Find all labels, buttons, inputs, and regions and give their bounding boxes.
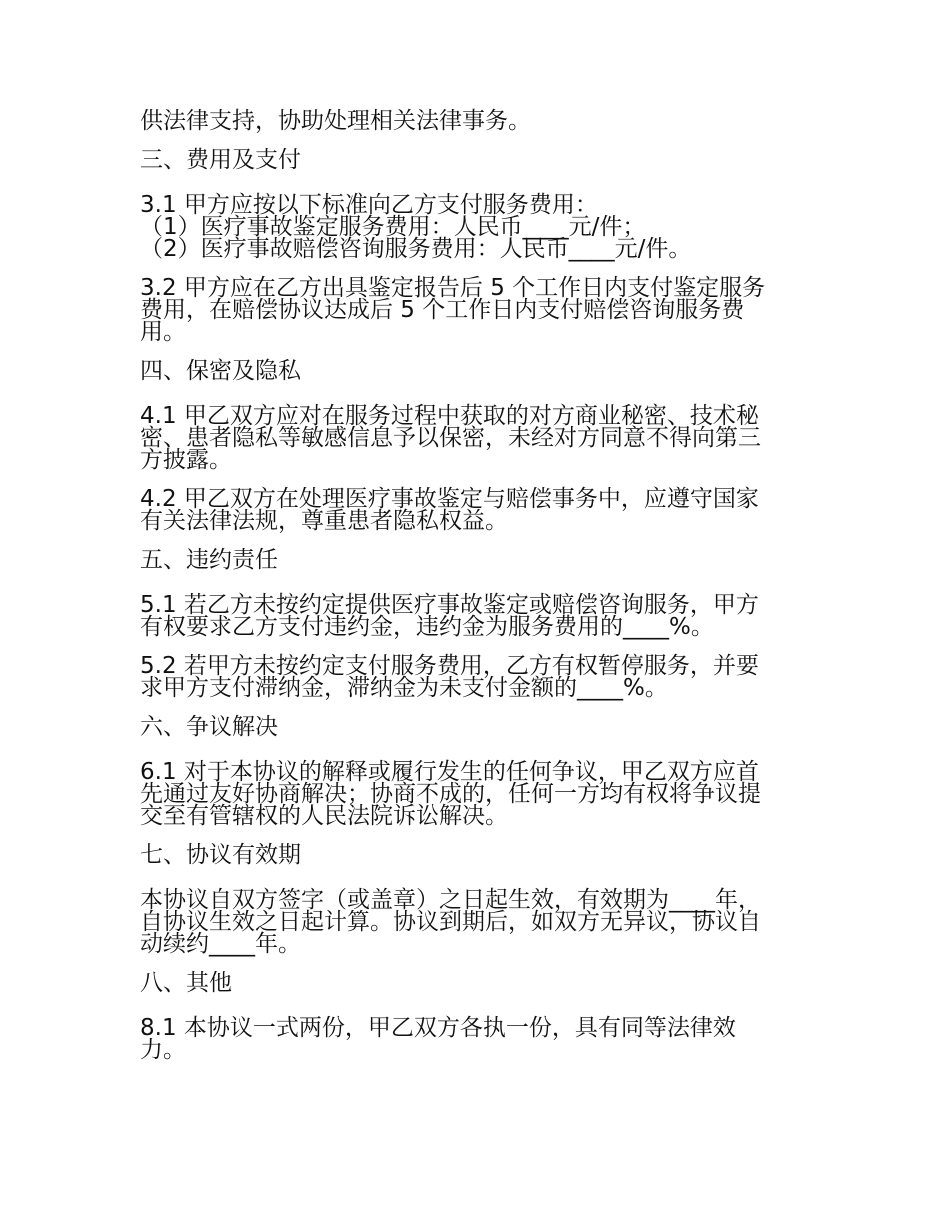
text-line: 4.2 甲乙双方在处理医疗事故鉴定与赔偿事务中，应遵守国家: [140, 486, 759, 512]
section-heading-liability: 五、违约责任: [140, 547, 278, 573]
text-line: 5.1 若乙方未按约定提供医疗事故鉴定或赔偿咨询服务，甲方: [140, 592, 759, 618]
document-body: [140, 104, 812, 1072]
section-heading-other: 八、其他: [140, 970, 232, 996]
text-line: 费用，在赔偿协议达成后 5 个工作日内支付赔偿咨询服务费: [140, 297, 745, 323]
paragraph-6-1: [140, 755, 812, 827]
paragraph-3-1: [140, 188, 812, 260]
section-heading-confidentiality: 四、保密及隐私: [140, 358, 301, 384]
text-line: 供法律支持，协助处理相关法律事务。: [140, 108, 531, 134]
text-line: 3.2 甲方应在乙方出具鉴定报告后 5 个工作日内支付鉴定服务: [140, 275, 766, 301]
text-line: 动续约____年。: [140, 931, 301, 957]
paragraph-validity: [140, 883, 812, 955]
text-line: 自协议生效之日起计算。协议到期后，如双方无异议，协议自: [140, 909, 761, 935]
text-line: 8.1 本协议一式两份，甲乙双方各执一份，具有同等法律效: [140, 1015, 736, 1041]
text-line: 求甲方支付滞纳金，滞纳金为未支付金额的____%。: [140, 675, 668, 701]
text-line: 6.1 对于本协议的解释或履行发生的任何争议，甲乙双方应首: [140, 759, 759, 785]
text-line: 有关法律法规，尊重患者隐私权益。: [140, 508, 508, 534]
text-line: （1）医疗事故鉴定服务费用：人民币____元/件；: [140, 214, 646, 240]
section-heading-fees: 三、费用及支付: [140, 147, 301, 173]
text-line: 有权要求乙方支付违约金，违约金为服务费用的____%。: [140, 614, 714, 640]
text-line: 密、患者隐私等敏感信息予以保密，未经对方同意不得向第三: [140, 425, 761, 451]
text-line: 3.1 甲方应按以下标准向乙方支付服务费用：: [140, 192, 598, 218]
paragraph-5-2: [140, 649, 812, 699]
text-line: 4.1 甲乙双方应对在服务过程中获取的对方商业秘密、技术秘: [140, 403, 759, 429]
text-line: 5.2 若甲方未按约定支付服务费用，乙方有权暂停服务，并要: [140, 653, 759, 679]
section-heading-validity: 七、协议有效期: [140, 842, 301, 868]
section-heading-disputes: 六、争议解决: [140, 714, 278, 740]
text-line: 用。: [140, 319, 186, 345]
paragraph-legal-support: [140, 104, 812, 132]
text-line: 交至有管辖权的人民法院诉讼解决。: [140, 803, 508, 829]
paragraph-4-2: [140, 482, 812, 532]
text-line: 方披露。: [140, 447, 232, 473]
paragraph-5-1: [140, 588, 812, 638]
text-line: 力。: [140, 1037, 186, 1063]
paragraph-3-2: [140, 271, 812, 343]
paragraph-8-1: [140, 1011, 812, 1061]
text-line: （2）医疗事故赔偿咨询服务费用：人民币____元/件。: [140, 236, 692, 262]
text-line: 先通过友好协商解决；协商不成的，任何一方均有权将争议提: [140, 781, 761, 807]
text-line: 本协议自双方签字（或盖章）之日起生效，有效期为____年，: [140, 887, 761, 913]
paragraph-4-1: [140, 399, 812, 471]
